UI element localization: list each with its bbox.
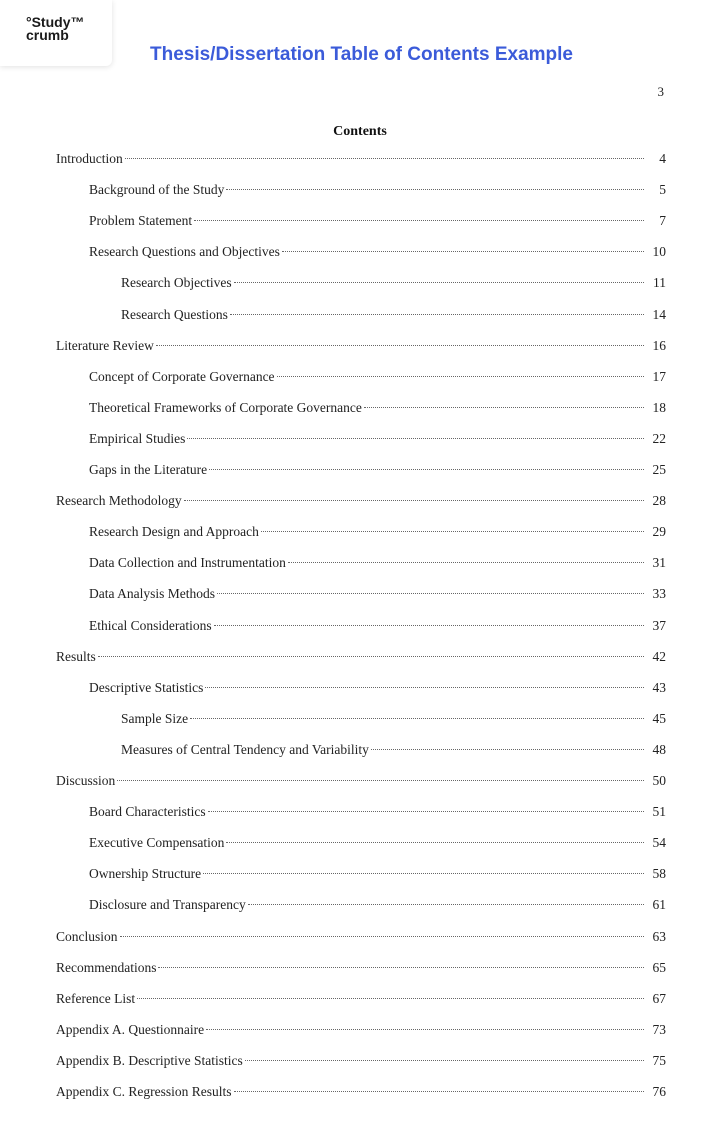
toc-entry-page: 25: [652, 462, 666, 477]
toc-entry-page: 29: [652, 524, 666, 540]
toc-entry-title: Appendix C. Regression Results: [56, 1084, 232, 1099]
toc-entry-title: Data Collection and Instrumentation: [89, 555, 286, 571]
toc-entry-page: 22: [652, 430, 666, 446]
toc-entry[interactable]: [56, 647, 666, 667]
toc-entry-page: 48: [652, 741, 666, 757]
toc-dot-leader: [184, 500, 644, 501]
toc-dot-leader: [205, 687, 644, 688]
toc-entry-page: 61: [652, 897, 666, 913]
toc-entry[interactable]: [56, 1051, 666, 1071]
toc-dot-leader: [214, 625, 644, 626]
toc-entry-title: Ethical Considerations: [89, 617, 212, 633]
toc-entry-title: Executive Compensation: [89, 835, 225, 851]
toc-entry-page: 4: [659, 151, 666, 166]
toc-entry[interactable]: [89, 678, 666, 698]
toc-dot-leader: [120, 936, 644, 937]
toc-entry-page: 67: [652, 990, 666, 1006]
logo-text: °Study™ crumb: [26, 14, 85, 43]
toc-entry-title: Research Design and Approach: [89, 524, 259, 540]
toc-entry[interactable]: [56, 958, 666, 978]
toc-entry[interactable]: [89, 522, 666, 542]
toc-entry-title: Appendix B. Descriptive Statistics: [56, 1052, 243, 1068]
toc-entry-title: Discussion: [56, 773, 116, 788]
toc-entry-page: 43: [652, 679, 666, 695]
toc-entry[interactable]: [89, 895, 666, 915]
toc-entry[interactable]: [89, 553, 666, 573]
toc-dot-leader: [156, 345, 644, 346]
toc-entry-title: Literature Review: [56, 337, 154, 353]
toc-entry-page: 10: [652, 244, 666, 260]
toc-dot-leader: [364, 407, 644, 408]
toc-entry-page: 76: [652, 1084, 666, 1099]
toc-dot-leader: [245, 1060, 644, 1061]
toc-entry[interactable]: [89, 367, 666, 387]
toc-entry[interactable]: [89, 864, 666, 884]
toc-dot-leader: [125, 158, 644, 159]
toc-entry[interactable]: [56, 491, 666, 511]
toc-entry[interactable]: [121, 709, 666, 729]
toc-dot-leader: [209, 469, 644, 470]
toc-entry-page: 33: [652, 586, 666, 602]
toc-entry[interactable]: [56, 989, 666, 1009]
toc-entry[interactable]: [89, 429, 666, 449]
toc-entry[interactable]: [56, 1082, 666, 1102]
toc-entry-title: Recommendations: [56, 959, 157, 975]
toc-entry[interactable]: [89, 398, 666, 418]
toc-entry-page: 7: [659, 213, 666, 229]
document-page-number: 3: [657, 84, 664, 99]
toc-entry-page: 37: [652, 617, 666, 633]
toc-entry-page: 73: [652, 1021, 666, 1037]
toc-dot-leader: [234, 1091, 645, 1092]
toc-dot-leader: [288, 562, 644, 563]
toc-entry-page: 75: [652, 1052, 666, 1068]
toc-entry-title: Research Methodology: [56, 493, 182, 509]
toc-entry-title: Descriptive Statistics: [89, 679, 204, 695]
toc-entry-title: Conclusion: [56, 928, 118, 944]
toc-entry-page: 5: [659, 182, 666, 198]
toc-entry-title: Board Characteristics: [89, 804, 206, 820]
toc-entry-page: 58: [652, 866, 666, 882]
toc-entry[interactable]: [89, 584, 666, 604]
toc-entry-title: Measures of Central Tendency and Variability: [121, 741, 369, 757]
toc-dot-leader: [137, 998, 644, 999]
toc-dot-leader: [194, 220, 644, 221]
toc-entry-title: Concept of Corporate Governance: [89, 368, 275, 384]
toc-dot-leader: [217, 593, 644, 594]
toc-dot-leader: [226, 189, 644, 190]
toc-entry[interactable]: [121, 740, 666, 760]
toc-dot-leader: [190, 718, 644, 719]
toc-dot-leader: [277, 376, 644, 377]
toc-entry-page: 42: [652, 648, 666, 664]
toc-entry[interactable]: [89, 180, 666, 200]
toc-dot-leader: [158, 967, 644, 968]
toc-entry-title: Disclosure and Transparency: [89, 897, 246, 913]
toc-entry-page: 16: [652, 337, 666, 353]
toc-entry[interactable]: [89, 833, 666, 853]
toc-dot-leader: [226, 842, 644, 843]
toc-entry-title: Reference List: [56, 990, 136, 1006]
toc-dot-leader: [187, 438, 644, 439]
toc-entry-title: Appendix A. Questionnaire: [56, 1021, 205, 1037]
toc-dot-leader: [117, 780, 644, 781]
toc-entry-page: 14: [652, 306, 666, 322]
toc-entry-page: 51: [652, 804, 666, 820]
toc-entry[interactable]: [89, 211, 666, 231]
toc-entry-title: Research Objectives: [121, 275, 232, 291]
toc-entry-page: 65: [652, 959, 666, 975]
toc-entry-title: Theoretical Frameworks of Corporate Governance: [89, 399, 362, 415]
toc-entry[interactable]: [121, 273, 666, 293]
contents-heading: Contents: [333, 124, 387, 139]
toc-entry-title: Introduction: [56, 151, 123, 166]
toc-entry-title: Sample Size: [121, 710, 189, 726]
toc-entry[interactable]: [56, 927, 666, 947]
toc-entry-title: Background of the Study: [89, 182, 225, 198]
toc-entry-title: Data Analysis Methods: [89, 586, 215, 602]
toc-dot-leader: [206, 1029, 644, 1030]
toc-entry-page: 28: [652, 493, 666, 509]
toc-entry[interactable]: [121, 305, 666, 325]
page-title: [1, 44, 720, 66]
toc-dot-leader: [230, 314, 644, 315]
toc-entry-title: Research Questions: [121, 306, 228, 322]
toc-entry-title: Problem Statement: [89, 213, 193, 229]
toc-dot-leader: [203, 873, 644, 874]
toc-entry-page: 31: [652, 555, 666, 571]
toc-entry-title: Results: [56, 648, 96, 664]
toc-entry[interactable]: [89, 616, 666, 636]
toc-entry[interactable]: [56, 336, 666, 356]
toc-entry[interactable]: [56, 771, 666, 791]
toc-entry-page: 63: [652, 928, 666, 944]
toc-dot-leader: [282, 251, 644, 252]
toc-entry-page: 11: [653, 275, 666, 291]
toc-entry[interactable]: [56, 149, 666, 169]
toc-dot-leader: [98, 656, 644, 657]
toc-entry-page: 50: [652, 773, 666, 788]
toc-dot-leader: [234, 282, 644, 283]
toc-entry[interactable]: [89, 242, 666, 262]
toc-entry-title: Research Questions and Objectives: [89, 244, 280, 260]
toc-entry[interactable]: [89, 460, 666, 480]
toc-entry[interactable]: [56, 1020, 666, 1040]
toc-dot-leader: [371, 749, 644, 750]
toc-entry-title: Ownership Structure: [89, 866, 202, 882]
toc-entry-page: 17: [652, 368, 666, 384]
page-title-text: Thesis/Dissertation Table of Contents Example: [149, 44, 574, 65]
toc-dot-leader: [248, 904, 644, 905]
toc-entry-page: 45: [652, 710, 666, 726]
toc-dot-leader: [208, 811, 644, 812]
toc-entry-page: 54: [652, 835, 666, 851]
toc-entry-page: 18: [652, 399, 666, 415]
toc-entry-title: Empirical Studies: [89, 430, 186, 446]
toc-entry-title: Gaps in the Literature: [89, 462, 208, 477]
toc-entry[interactable]: [89, 802, 666, 822]
toc-dot-leader: [261, 531, 644, 532]
